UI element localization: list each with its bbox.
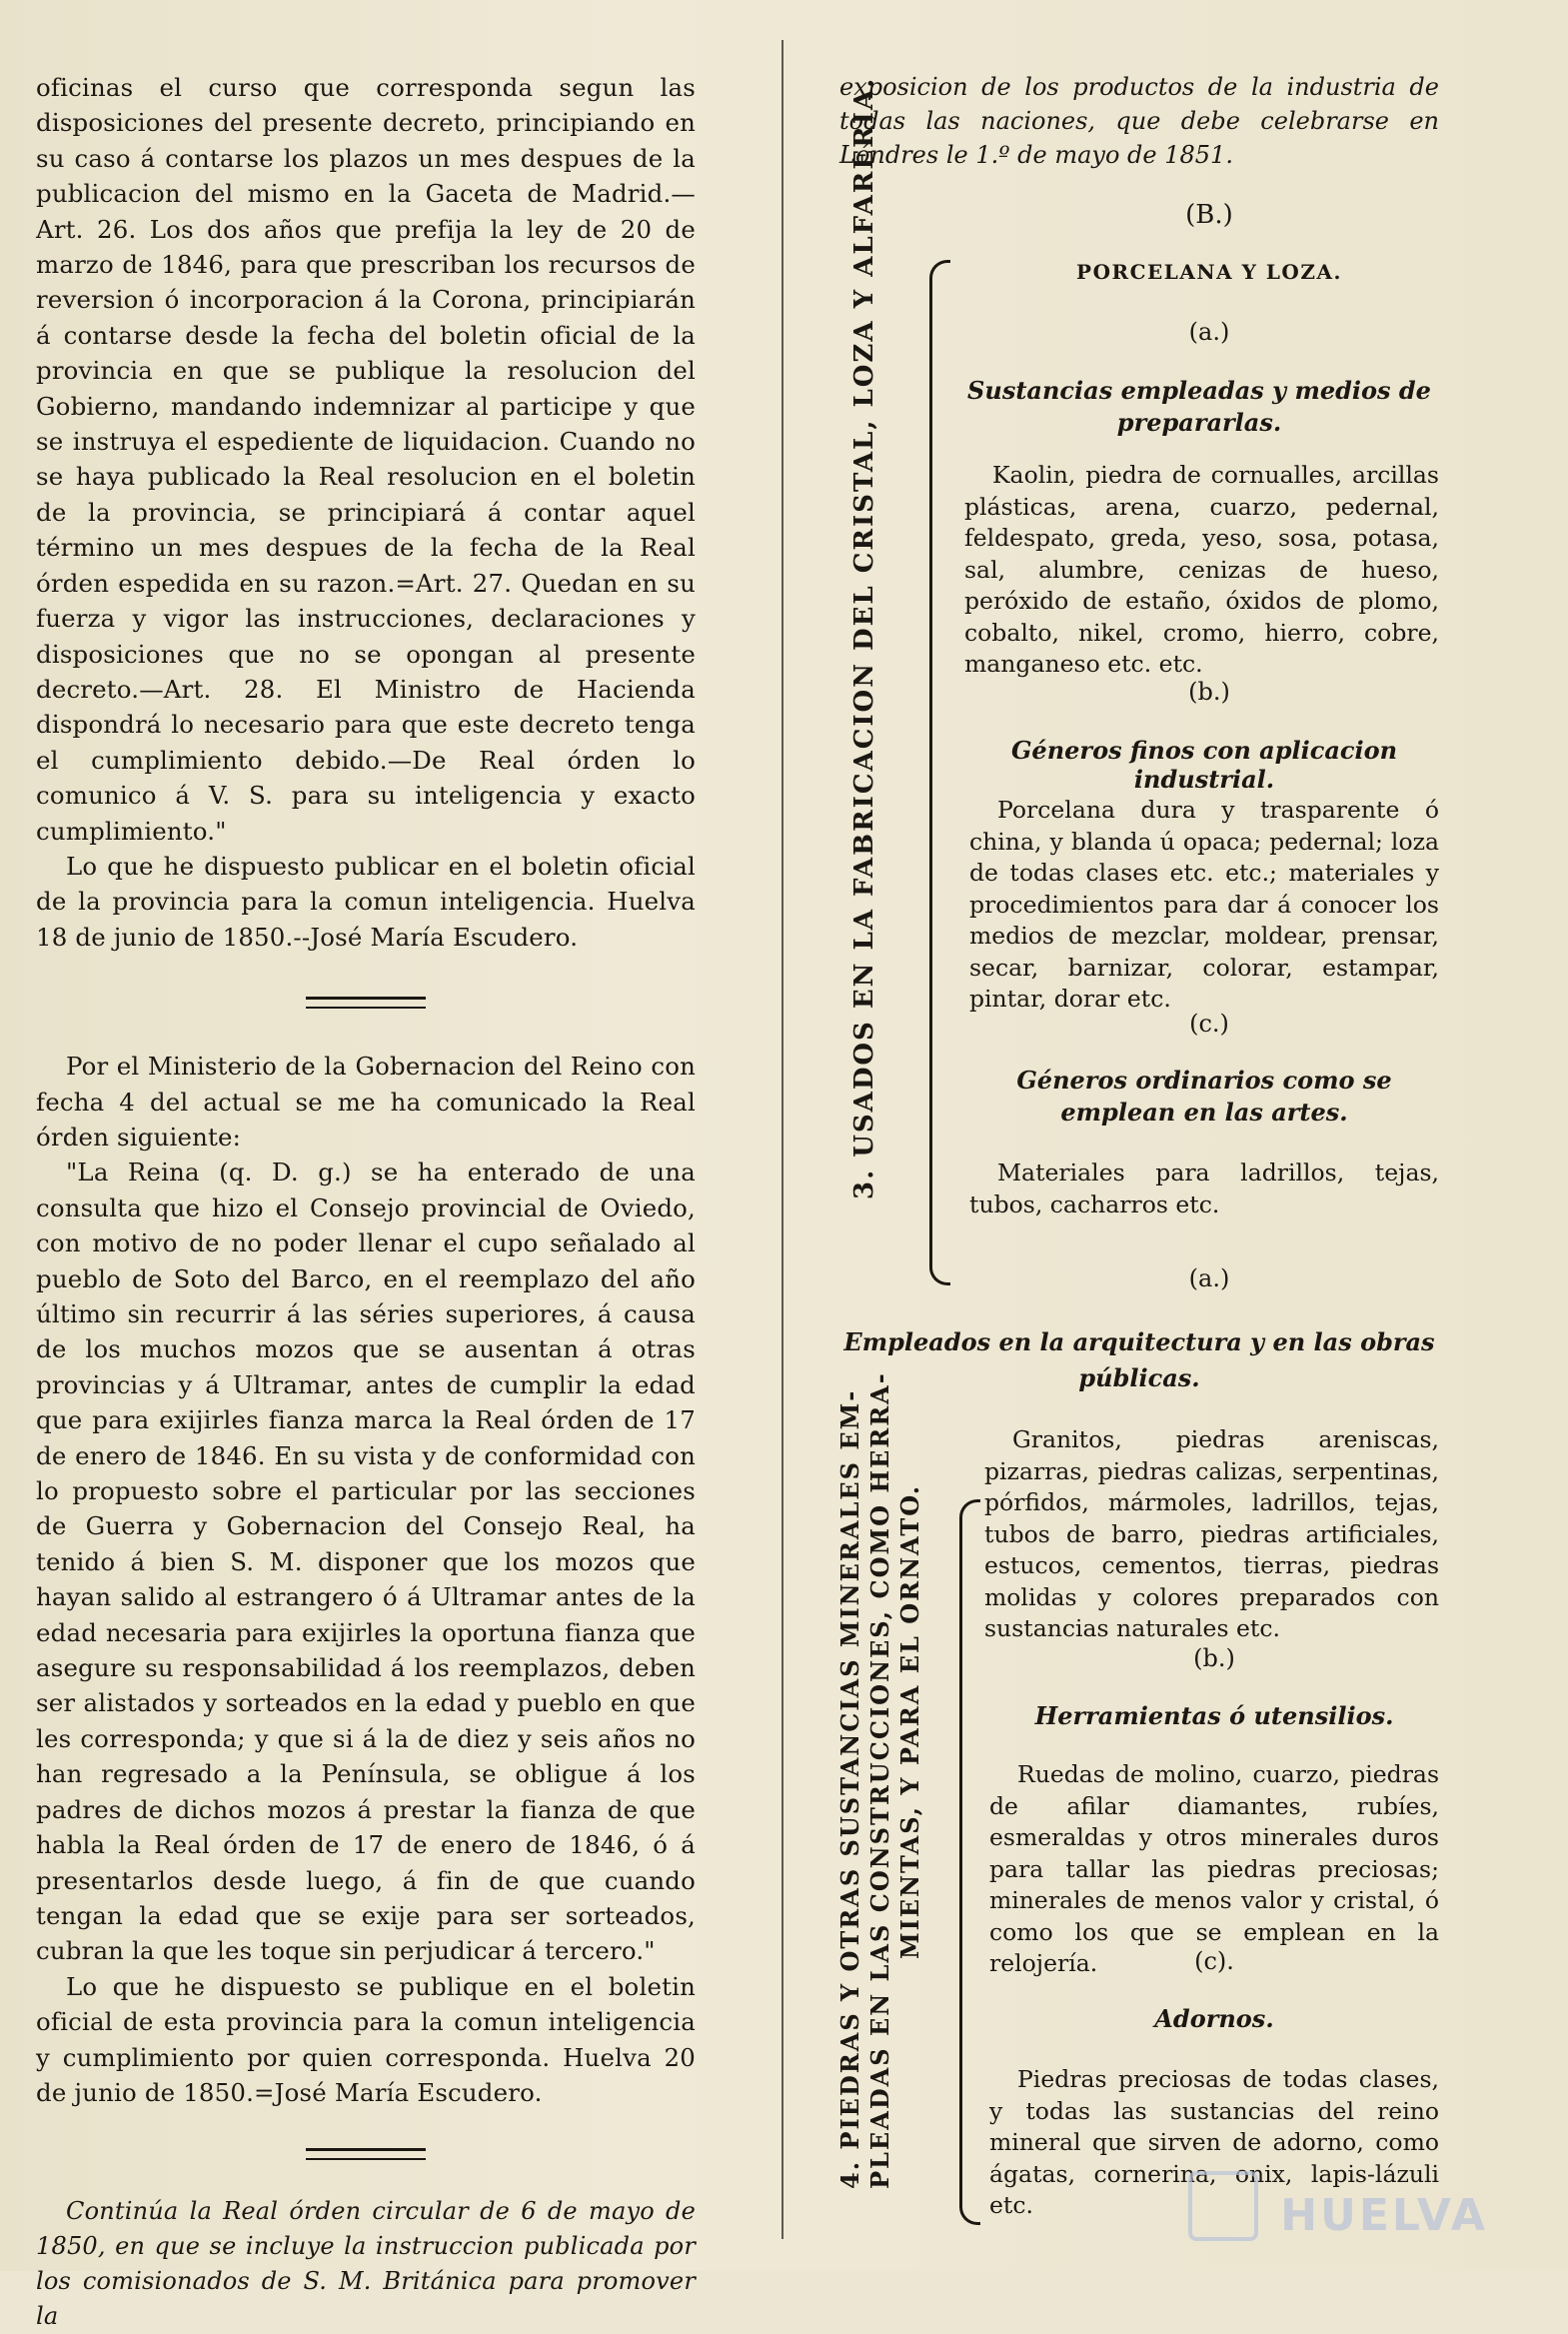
section-4-vertical-label-line1: 4. PIEDRAS Y OTRAS SUSTANCIAS MINERALES EM-: [835, 1388, 864, 2189]
paragraph-publication-notice-1: Lo que he dispuesto publicar en el boletin oficial de la provincia para la comun inteligencia. Huelva 18 de junio de 1850.--José María Escudero.: [36, 851, 696, 952]
paragraph-decree-articles: oficinas el curso que corresponda segun las disposiciones del presente decreto, principiando en su caso á contarse los plazos un mes despues de la publicacion del mismo en la Gaceta de Madrid.—Art. 26. Los dos años que prefija la ley de 20 de marzo de 1846, para que prescriban los recursos de reversion ó incorporacion á la Corona, principiarán á contarse desde la fecha del boletin oficial de la provincia en que se publique la resolucion del Gobierno, mandando indemnizar al participe y que se instruya el espediente de liquidacion. Cuando no se haya publicado la Real resolucion en el boletin de la provincia, se principiará á contar aquel término un mes despues de la fecha de la Real órden espedida en su razon.=Art. 27. Quedan en su fuerza y vigor las instrucciones, declaraciones y disposiciones que no se opongan al presente decreto.—Art. 28. El Ministro de Hacienda dispondrá lo necesario para que este decreto tenga el cumplimiento debido.—De Real órden lo comunico á V. S. para su inteligencia y exacto cumplimiento.": [36, 73, 696, 846]
section-4-vertical-label-line3: MIENTAS, Y PARA EL ORNATO.: [895, 1483, 924, 1959]
section-4-b-label: (b.): [1193, 1644, 1235, 1672]
archive-watermark: HUELVA: [1280, 2190, 1488, 2241]
section-3-brace: [929, 260, 950, 1285]
section-4-brace: [959, 1499, 980, 2225]
section-4-c-title: Adornos.: [1154, 2004, 1274, 2033]
section-3-vertical-label: 3. USADOS EN LA FABRICACION DEL CRISTAL, LOZA Y ALFARERIA.: [849, 76, 879, 1199]
section-3-b-title: Géneros finos con aplicacion industrial.: [1010, 736, 1398, 794]
section-3-c-title: Géneros ordinarios como se emplean en las artes.: [1016, 1066, 1392, 1127]
section-4-a-title: Empleados en la arquitectura y en las obras públicas.: [843, 1327, 1435, 1392]
paragraph-publication-notice-2: Lo que he dispuesto se publique en el boletin oficial de esta provincia para la comun inteligencia y cumplimiento por quien corresponda. Huelva 20 de junio de 1850.=José María Escudero.: [36, 1971, 696, 2107]
section-3-c-text: Materiales para ladrillos, tejas, tubos, cacharros etc.: [969, 1159, 1439, 1218]
column-divider: [782, 40, 784, 2239]
section-3-b-label: (b.): [1188, 678, 1230, 706]
paragraph-royal-order: "La Reina (q. D. g.) se ha enterado de una consulta que hizo el Consejo provincial de Oviedo, con motivo de no poder llenar el cupo señalado al pueblo de Soto del Barco, en el reemplazo del año último sin recurrir á las séries superiores, á causa de los muchos mozos que se ausentan á otras provincias y á Ultramar, antes de cumplir la edad que para exijirles fianza marca la Real órden de 17 de enero de 1846. En su vista y de conformidad con lo propuesto sobre el particular por las secciones de Guerra y Gobernacion del Consejo Real, ha tenido á bien S. M. disponer que los mozos que hayan salido al estrangero ó á Ultramar antes de la edad necesaria para exijirles la oportuna fianza que asegure su responsabilidad á los reemplazos, deben ser alistados y sorteados en la edad y pueblo en que les corresponda; y que si á la de diez y seis años no han regresado a la Península, se obligue á los padres de dichos mozos á prestar la fianza de que habla la Real órden de 17 de enero de 1846, ó á presentarlos desde luego, á fin de que cuando tengan la edad que se exije para ser sorteados, cubran la que les toque sin perjudicar á tercero.": [36, 1158, 696, 1966]
section-3-b-text: Porcelana dura y trasparente ó china, y blanda ú opaca; pedernal; loza de todas clases etc. etc.; materiales y procedimientos para dar á conocer los medios de mezclar, moldear, prensar, secar, barnizar, colorar, estampar, pintar, dorar etc.: [969, 796, 1439, 1013]
section-3-a-text: Kaolin, piedra de cornualles, arcillas plásticas, arena, cuarzo, pedernal, feldespato, greda, yeso, sosa, potasa, sal, alumbre, cenizas de hueso, peróxido de estaño, óxidos de plomo, cobalto, nikel, cromo, hierro, cobre, manganeso etc. etc.: [964, 461, 1439, 678]
section-4-b-text: Ruedas de molino, cuarzo, piedras de afilar diamantes, rubíes, esmeraldas y otros minerales duros para tallar las piedras preciosas; minerales de menos valor y cristal, ó como los que se emplean en la relojería.: [989, 1760, 1439, 1977]
section-4-c-text: Piedras preciosas de todas clases, y todas las sustancias del reino mineral que sirven de adorno, como ágatas, cornerina, onix, lapis-lázuli etc.: [989, 2065, 1439, 2219]
section-4-a-text: Granitos, piedras areniscas, pizarras, piedras calizas, serpentinas, pórfidos, mármoles, ladrillos, tejas, tubos de barro, piedras artificiales, estucos, cementos, tierras, piedras molidas y colores preparados con sustancias naturales etc.: [984, 1425, 1439, 1642]
archive-logo-icon: [1188, 2171, 1258, 2241]
section-3-c-label: (c.): [1189, 1010, 1229, 1038]
section-4-a-label: (a.): [1188, 1264, 1230, 1292]
section-separator: [306, 997, 426, 1009]
paragraph-continuation-heading: Continúa la Real órden circular de 6 de mayo de 1850, en que se incluye la instruccion publicada por los comisionados de S. M. Británica para promover la: [36, 2197, 696, 2331]
section-3-a-label: (a.): [1188, 318, 1230, 346]
section-4-c-label: (c).: [1194, 1947, 1234, 1975]
section-3-letter: (B.): [1185, 200, 1233, 230]
section-3-heading: PORCELANA Y LOZA.: [1076, 260, 1342, 284]
left-column: [36, 70, 696, 2334]
section-separator: [306, 2148, 426, 2160]
exhibition-intro: exposicion de los productos de la industria de todas las naciones, que debe celebrarse en Lóndres le 1.º de mayo de 1851.: [839, 73, 1439, 169]
paragraph-ministry-intro: Por el Ministerio de la Gobernacion del Reino con fecha 4 del actual se me ha comunicado la Real órden siguiente:: [36, 1052, 696, 1152]
section-4-vertical-label-line2: PLEADAS EN LAS CONSTRUCCIONES, COMO HERRA-: [865, 1371, 894, 2189]
section-4-b-title: Herramientas ó utensilios.: [1034, 1701, 1394, 1730]
section-3-a-title: Sustancias empleadas y medios de prepararlas.: [967, 376, 1431, 437]
